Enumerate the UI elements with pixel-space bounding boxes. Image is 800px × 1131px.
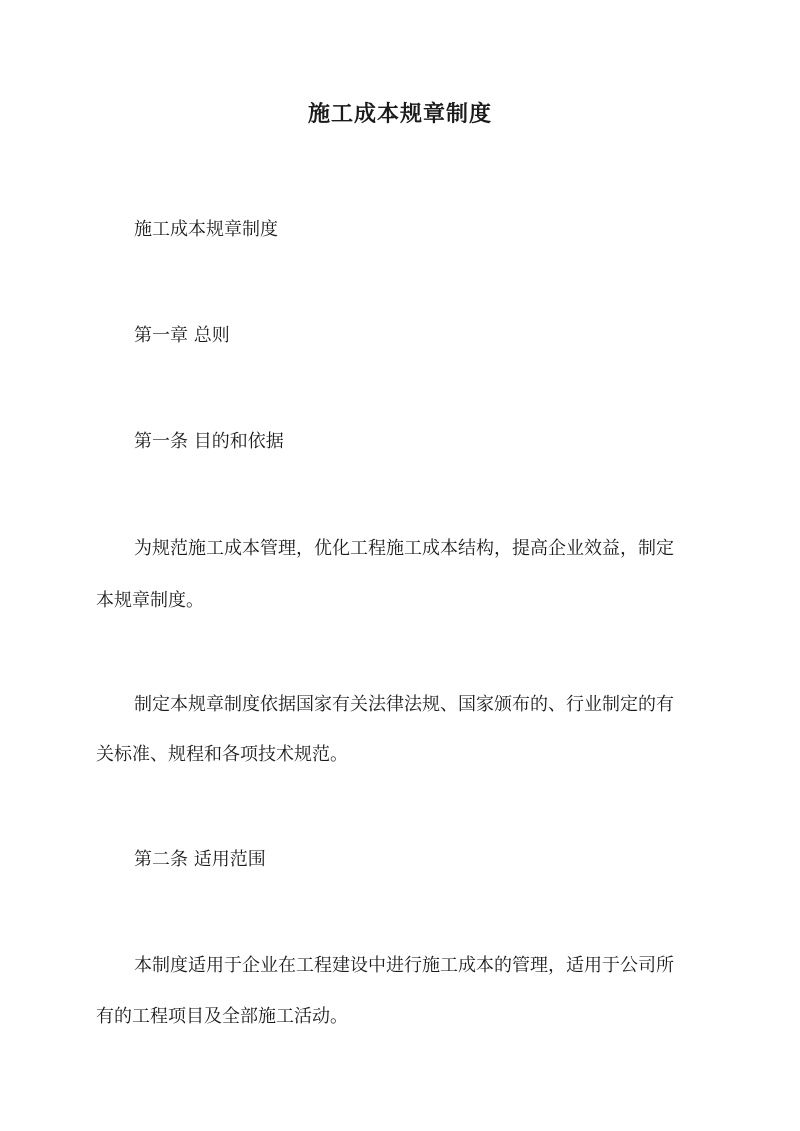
document-subtitle: 施工成本规章制度: [134, 219, 278, 240]
paragraph-3-line-1: 本制度适用于企业在工程建设中进行施工成本的管理，适用于公司所: [134, 955, 674, 976]
paragraph-1-line-1: 为规范施工成本管理，优化工程施工成本结构，提高企业效益，制定: [134, 538, 674, 559]
paragraph-1-line-2: 本规章制度。: [96, 590, 204, 611]
paragraph-2-line-2: 关标准、规程和各项技术规范。: [96, 744, 348, 765]
article-heading-2: 第二条 适用范围: [134, 849, 266, 870]
paragraph-3-line-2: 有的工程项目及全部施工活动。: [96, 1006, 348, 1027]
paragraph-2-line-1: 制定本规章制度依据国家有关法律法规、国家颁布的、行业制定的有: [134, 694, 674, 715]
article-heading-1: 第一条 目的和依据: [134, 431, 284, 452]
chapter-heading: 第一章 总则: [134, 325, 230, 346]
document-title: 施工成本规章制度: [307, 101, 492, 127]
